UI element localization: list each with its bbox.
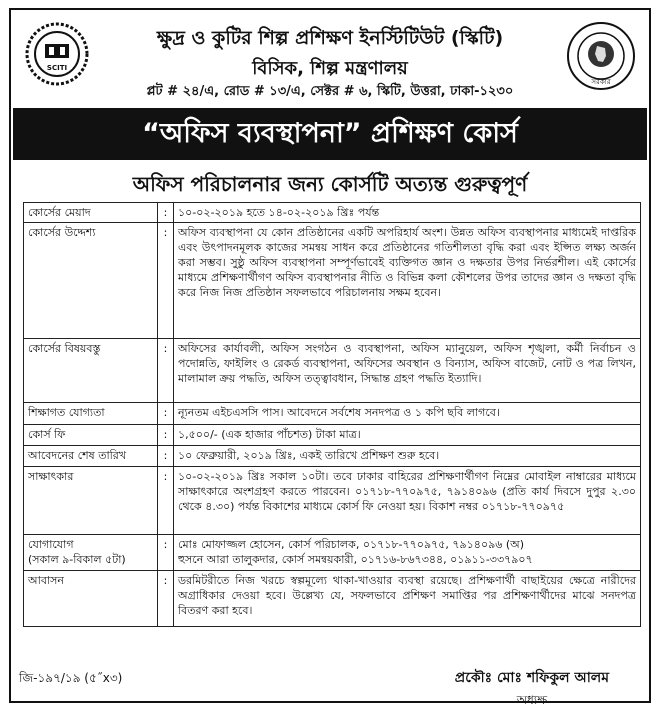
sciti-logo-icon	[25, 22, 89, 86]
info-row	[24, 571, 641, 627]
reference-number: জি-১৯৭/১৯ (৫˝x৩)	[19, 671, 123, 685]
row-colon: :	[158, 203, 174, 223]
government-seal-icon	[565, 20, 637, 92]
header	[11, 10, 649, 106]
info-row	[24, 339, 641, 403]
row-value: ১,৫০০/- (এক হাজার পাঁচশত) টাকা মাত্র।	[174, 425, 641, 446]
course-tagline: অফিস পরিচালনার জন্য কোর্সটি অত্যন্ত গুরুত্বপূর্ণ	[132, 172, 528, 196]
advertisement-page	[9, 8, 651, 707]
svg-text:সরকার: সরকার	[591, 78, 611, 86]
row-value: ডরমিটরীতে নিজ খরচে স্বল্পমূল্যে থাকা-খাওয়ার ব্যবস্থা রয়েছে। প্রশিক্ষণার্থী বাছাইয়ের ক্ষেত্রে নারীদের অগ্রাধিকার দেওয়া হবে। উল্লেখ্য যে, সফলভাবে প্রশিক্ষণ সমাপ্তির পর প্রশিক্ষণার্থীদের মাঝে সনদপত্র বিতরণ করা হবে।	[174, 571, 641, 627]
row-label: সাক্ষাৎকার	[24, 467, 158, 535]
row-value: ন্যূনতম এইচএসসি পাস। আবেদনে সর্বশেষ সনদপত্র ও ১ কপি ছবি লাগবে।	[174, 403, 641, 425]
row-colon: :	[158, 339, 174, 403]
row-label: কোর্সের বিষয়বস্তু	[24, 339, 158, 403]
ministry-subtitle: বিসিক, শিল্প মন্ত্রণালয়	[252, 58, 408, 79]
row-label: আবাসন	[24, 571, 158, 627]
course-info-table	[23, 202, 641, 627]
row-value: অফিস ব্যবস্থাপনা যে কোন প্রতিষ্ঠানের একটি অপরিহার্য অংশ। উন্নত অফিস ব্যবস্থাপনার মাধ্যমেই দাপ্তরিক এবং উৎপাদনমূলক কাজের সমন্বয় সাধন করে প্রতিষ্ঠানের গতিশীলতা বৃদ্ধি করা এবং ইপ্সিত লক্ষ্য অর্জন করা সম্ভব। সুষ্ঠু অফিস ব্যবস্থাপনা সম্পূর্ণভাবেই ব্যক্তিগত জ্ঞান ও দক্ষতার উপর নির্ভরশীল। এই কোর্সের মাধ্যমে প্রশিক্ষণার্থীগণ অফিস ব্যবস্থাপনার নীতি ও বিভিন্ন কলা কৌশলের উপর তাদের জ্ঞান ও দক্ষতা বৃদ্ধি করে নিজ নিজ প্রতিষ্ঠান সফলভাবে পরিচালনায় সক্ষম হবেন।	[174, 223, 641, 339]
row-colon: :	[158, 425, 174, 446]
signer-name: প্রকৌঃ মোঃ শফিকুল আলম	[454, 670, 609, 686]
course-title-banner: “অফিস ব্যবস্থাপনা” প্রশিক্ষণ কোর্স	[13, 108, 647, 160]
info-row	[24, 446, 641, 467]
row-label: যোগাযোগ (সকাল ৯-বিকাল ৫টা)	[24, 535, 158, 571]
row-label: কোর্স ফি	[24, 425, 158, 446]
info-row	[24, 425, 641, 446]
svg-text:SCITI: SCITI	[46, 64, 68, 72]
signer-designation: অধ্যক্ষ	[516, 693, 548, 707]
row-colon: :	[158, 467, 174, 535]
row-label: আবেদনের শেষ তারিখ	[24, 446, 158, 467]
row-colon: :	[158, 446, 174, 467]
row-label: কোর্সের উদ্দেশ্য	[24, 223, 158, 339]
info-row	[24, 403, 641, 425]
row-label: শিক্ষাগত যোগ্যতা	[24, 403, 158, 425]
info-row	[24, 203, 641, 223]
row-colon: :	[158, 403, 174, 425]
institute-address: প্লট # ২৪/এ, রোড # ১৩/এ, সেক্টর # ৬, স্কিটি, উত্তরা, ঢাকা-১২৩০	[146, 84, 514, 99]
signature-block	[455, 666, 609, 711]
row-value: মোঃ মোফাজ্জল হোসেন, কোর্স পরিচালক, ০১৭১৮-৭৭০৯৭৫, ৭৯১৪০৯৬ (অ) হুসনে আরা তালুকদার, কোর্স সমন্বয়কারী, ০১৭১৬-৮৬৭৩৪৪, ০১৯১১-৩৩৭৯০৭	[174, 535, 641, 571]
row-value: অফিসের কার্যাবলী, অফিস সংগঠন ও ব্যবস্থাপনা, অফিস ম্যানুয়েল, অফিস শৃঙ্খলা, কর্মী নির্বাচন ও পদোন্নতি, ফাইলিং ও রেকর্ড ব্যবস্থাপনা, অফিসের অবস্থান ও বিন্যাস, অফিস বাজেট, নোট ও পত্র লিখন, মালামাল ক্রয় পদ্ধতি, অফিস তত্ত্বাবধান, সিদ্ধান্ত গ্রহণ পদ্ধতি ইত্যাদি।	[174, 339, 641, 403]
row-label: কোর্সের মেয়াদ	[24, 203, 158, 223]
info-row	[24, 467, 641, 535]
row-value: ১০-০২-২০১৯ খ্রিঃ সকাল ১০টা। তবে ঢাকার বাহিরের প্রশিক্ষণার্থীগণ নিম্নের মোবাইল নাম্বারের মাধ্যমে সাক্ষাৎকারে অংশগ্রহণ করতে পারবেন। ০১৭১৮-৭৭০৯৭৫, ৭৯১৪০৯৬ (প্রতি কার্য দিবসে দুপুর ২.৩০ থেকে ৪.৩০) পর্যন্ত বিকাশের মাধ্যমে কোর্স ফি নেওয়া হয়। বিকাশ নম্বর ০১৭১৮-৭৭০৯৭৫	[174, 467, 641, 535]
info-row	[24, 223, 641, 339]
info-row	[24, 535, 641, 571]
row-value: ১০ ফেব্রুয়ারী, ২০১৯ খ্রিঃ, একই তারিখে প্রশিক্ষণ শুরু হবে।	[174, 446, 641, 467]
row-colon: :	[158, 571, 174, 627]
row-colon: :	[158, 223, 174, 339]
row-colon: :	[158, 535, 174, 571]
institute-title: ক্ষুদ্র ও কুটির শিল্প প্রশিক্ষণ ইনস্টিটিউট (স্কিটি)	[156, 27, 504, 49]
row-value: ১০-০২-২০১৯ হতে ১৪-০২-২০১৯ খ্রিঃ পর্যন্ত	[174, 203, 641, 223]
